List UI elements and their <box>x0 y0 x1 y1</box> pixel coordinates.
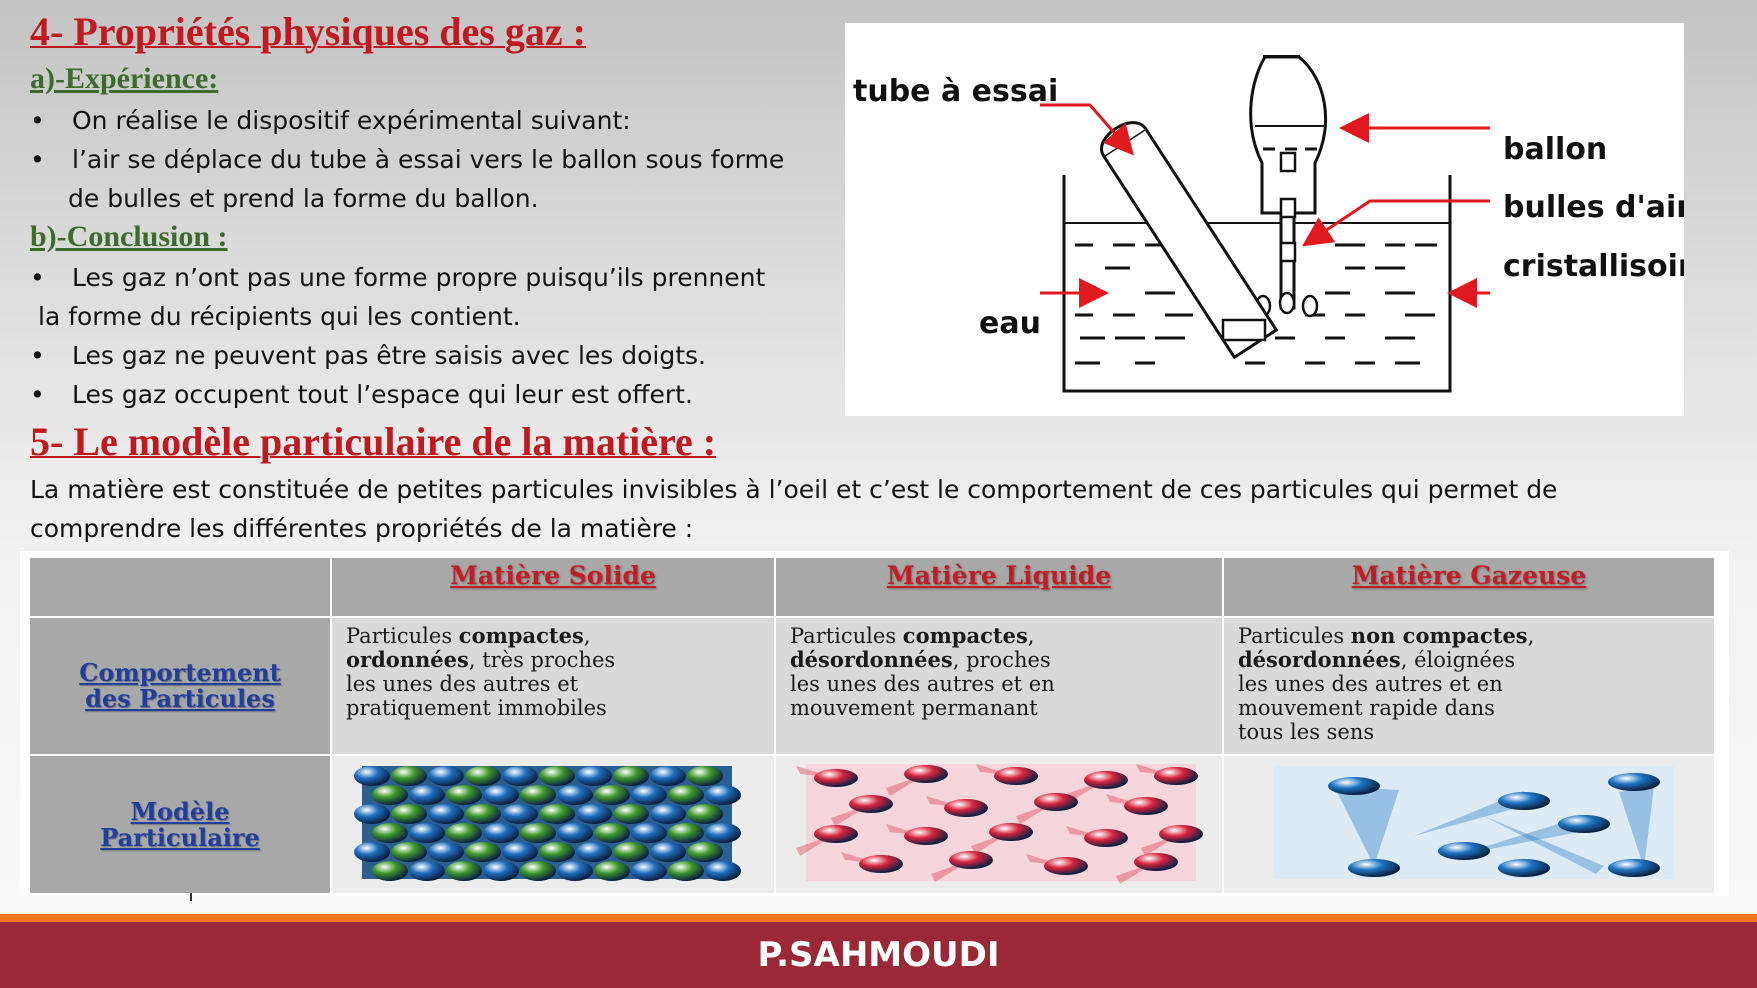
solid-particle <box>520 861 556 881</box>
solid-particle <box>613 766 649 786</box>
conclusion-list <box>30 258 765 414</box>
list-item: • Les gaz occupent tout l’espace qui leur est offert. <box>30 375 765 414</box>
solid-particle <box>465 804 501 824</box>
solid-particle <box>539 804 575 824</box>
solid-particle <box>354 842 390 862</box>
header-liquid: Matière Liquide <box>775 557 1223 617</box>
solid-particle <box>576 842 612 862</box>
experience-list <box>30 101 784 218</box>
solid-particle <box>687 804 723 824</box>
cell-gas-behavior: Particules non compactes, désordonnées, éloignées les unes des autres et en mouvement rapide dans tous les sens <box>1223 617 1715 755</box>
bullet-icon: • <box>30 341 45 370</box>
gas-particle <box>1558 815 1610 833</box>
solid-particle <box>650 766 686 786</box>
liquid-particle <box>1154 767 1198 785</box>
liquid-particle <box>904 765 948 783</box>
solid-particle <box>650 842 686 862</box>
bullet-icon: • <box>30 145 45 174</box>
solid-particle <box>372 785 408 805</box>
cell-solid-behavior: Particules compactes, ordonnées, très proches les unes des autres et pratiquement immobiles <box>331 617 775 755</box>
solid-particle <box>428 804 464 824</box>
header-empty-cell <box>29 557 331 617</box>
solid-particle <box>668 823 704 843</box>
solid-particle <box>391 842 427 862</box>
liquid-particle <box>849 795 893 813</box>
liquid-particles-image <box>776 756 1220 889</box>
section5-paragraph: La matière est constituée de petites particules invisibles à l’oeil et c’est le comportement de ces particules qui permet de comprendre les différentes propriétés de la matière : <box>30 475 1558 543</box>
solid-particle <box>465 766 501 786</box>
solid-particle <box>520 823 556 843</box>
list-item: • On réalise le dispositif expérimental suivant: <box>30 101 784 140</box>
solid-particles-image <box>332 756 772 889</box>
solid-particle <box>409 861 445 881</box>
liquid-particle <box>904 827 948 845</box>
solid-particle <box>354 804 390 824</box>
solid-particle <box>446 861 482 881</box>
solid-particle <box>594 823 630 843</box>
cell-solid-model <box>331 755 775 894</box>
solid-particle <box>687 766 723 786</box>
solid-particle <box>483 823 519 843</box>
bullet-icon: • <box>30 263 45 292</box>
list-item-continuation: la forme du récipients qui les contient. <box>38 302 521 331</box>
experiment-diagram <box>845 23 1684 416</box>
solid-particle <box>372 823 408 843</box>
liquid-particle <box>814 769 858 787</box>
gas-particle <box>1498 792 1550 810</box>
gas-particle <box>1608 859 1660 877</box>
bullet-icon: • <box>30 380 45 409</box>
gas-particle <box>1438 842 1490 860</box>
solid-particle <box>354 766 390 786</box>
liquid-particle <box>1084 771 1128 789</box>
liquid-particle <box>944 799 988 817</box>
solid-particle <box>594 861 630 881</box>
solid-particle <box>409 785 445 805</box>
table-row <box>29 617 1715 755</box>
label-bulles: bulles d'air <box>1503 190 1684 225</box>
solid-particle <box>576 804 612 824</box>
solid-particle <box>391 804 427 824</box>
solid-particle <box>650 804 686 824</box>
solid-particle <box>539 766 575 786</box>
solid-particle <box>613 842 649 862</box>
properties-table <box>28 556 1716 895</box>
solid-particle <box>502 766 538 786</box>
solid-particle <box>539 842 575 862</box>
label-eau: eau <box>979 306 1041 341</box>
solid-particle <box>557 785 593 805</box>
list-item-continuation: de bulles et prend la forme du ballon. <box>68 184 539 213</box>
liquid-particle <box>1124 797 1168 815</box>
list-item: • Les gaz ne peuvent pas être saisis avec les doigts. <box>30 336 765 375</box>
liquid-particle <box>949 851 993 869</box>
footer-bar <box>0 914 1757 988</box>
cristallisoir-shape <box>1064 175 1450 391</box>
tick-mark <box>190 893 192 901</box>
liquid-particle <box>1159 825 1203 843</box>
section4-title: 4- Propriétés physiques des gaz : <box>30 9 586 54</box>
solid-particle <box>631 785 667 805</box>
solid-particle <box>613 804 649 824</box>
conclusion-heading: b)-Conclusion : <box>30 220 228 253</box>
label-cristallisoir: cristallisoir <box>1503 249 1684 284</box>
row-label-model: Modèle Particulaire <box>29 755 331 894</box>
label-tube: tube à essai <box>853 74 1059 109</box>
solid-particle <box>631 823 667 843</box>
solid-particle <box>391 766 427 786</box>
label-ballon: ballon <box>1503 132 1608 167</box>
table-row <box>29 755 1715 894</box>
liquid-particle <box>1044 857 1088 875</box>
solid-particle <box>465 842 501 862</box>
tube-outlet <box>1223 320 1265 340</box>
solid-particle <box>705 861 741 881</box>
list-item: • Les gaz n’ont pas une forme propre puisqu’ils prennent <box>30 258 765 297</box>
solid-particle <box>428 842 464 862</box>
experiment-diagram-svg <box>845 23 1684 416</box>
cell-liquid-behavior: Particules compactes, désordonnées, proches les unes des autres et en mouvement permanant <box>775 617 1223 755</box>
solid-particle <box>483 861 519 881</box>
list-item: • l’air se déplace du tube à essai vers le ballon sous forme <box>30 140 784 179</box>
gas-particle <box>1498 859 1550 877</box>
solid-particle <box>631 861 667 881</box>
solid-particle <box>668 785 704 805</box>
solid-particle <box>502 804 538 824</box>
solid-particle <box>687 842 723 862</box>
section5-title: 5- Le modèle particulaire de la matière : <box>30 419 717 464</box>
solid-particle <box>557 861 593 881</box>
cell-liquid-model <box>775 755 1223 894</box>
liquid-particle <box>994 767 1038 785</box>
liquid-particle <box>989 823 1033 841</box>
gas-particle <box>1348 859 1400 877</box>
liquid-particle <box>814 825 858 843</box>
solid-particle <box>557 823 593 843</box>
experience-heading: a)-Expérience: <box>30 62 219 95</box>
bullet-icon: • <box>30 106 45 135</box>
liquid-particle <box>1034 793 1078 811</box>
solid-particle <box>409 823 445 843</box>
solid-particle <box>483 785 519 805</box>
solid-particle <box>594 785 630 805</box>
solid-particle <box>668 861 704 881</box>
header-solid: Matière Solide <box>331 557 775 617</box>
solid-particle <box>446 823 482 843</box>
solid-particle <box>705 823 741 843</box>
matter-states-table <box>20 551 1729 896</box>
footer-author: P.SAHMOUDI <box>757 935 1000 975</box>
ballon-shape <box>1251 57 1326 308</box>
solid-particle <box>372 861 408 881</box>
solid-particle <box>520 785 556 805</box>
solid-particle <box>446 785 482 805</box>
gas-particle <box>1608 773 1660 791</box>
solid-particle <box>576 766 612 786</box>
gas-particle <box>1328 777 1380 795</box>
row-label-behavior: Comportement des Particules <box>29 617 331 755</box>
liquid-particle <box>1084 829 1128 847</box>
solid-particle <box>502 842 538 862</box>
cell-gas-model <box>1223 755 1715 894</box>
table-header-row <box>29 557 1715 617</box>
solid-particle <box>705 785 741 805</box>
liquid-particle <box>1134 853 1178 871</box>
gas-particles-image <box>1224 756 1712 889</box>
liquid-particle <box>859 855 903 873</box>
solid-particle <box>428 766 464 786</box>
header-gas: Matière Gazeuse <box>1223 557 1715 617</box>
